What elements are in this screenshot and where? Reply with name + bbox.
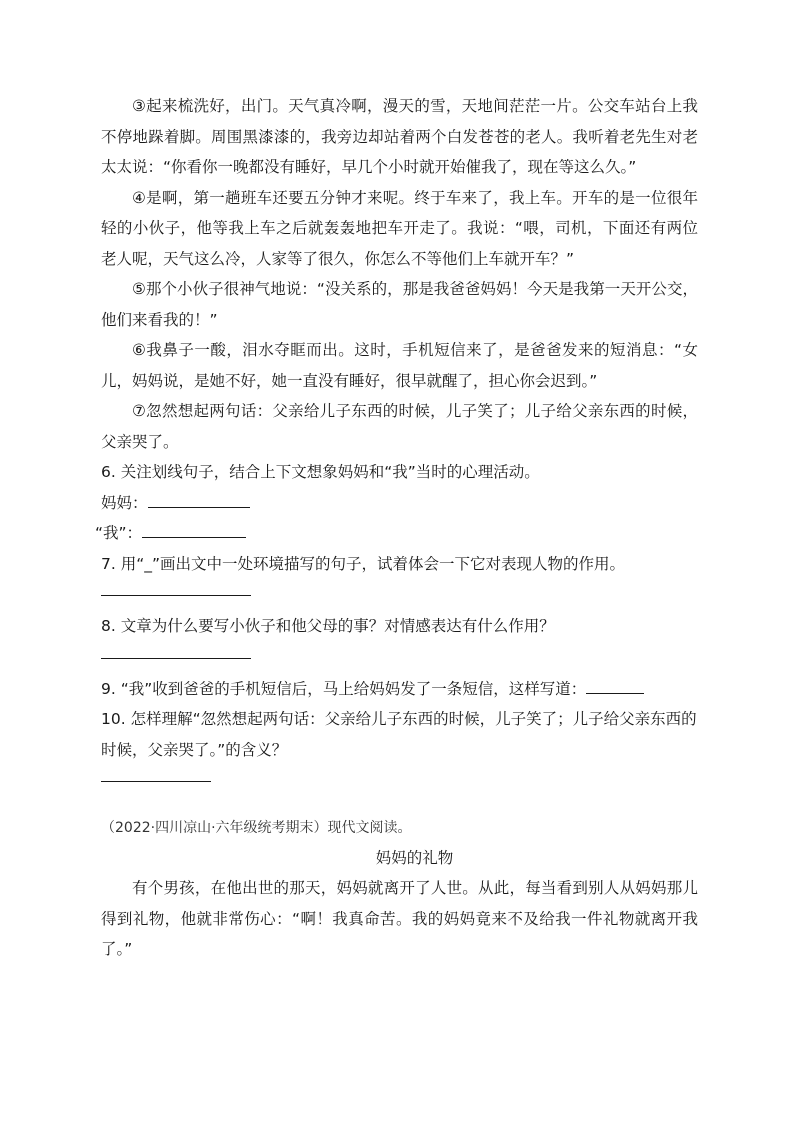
question-7: 7. 用“_”画出文中一处环境描写的句子，试着体会一下它对表现人物的作用。 — [101, 554, 626, 573]
answer-blank-q9[interactable] — [586, 677, 644, 694]
paragraph-3: ③起来梳洗好，出门。天气真冷啊，漫天的雪，天地间茫茫一片。公交车站台上我不停地跺着脚。周围黑漆漆的，我旁边却站着两个白发苍苍的老人。我听着老先生对老太太说：“你看你一晚都没有睡好，早几个小时就开始催我了，现在等这么久。” — [101, 97, 698, 176]
paragraph-gift-1: 有个男孩，在他出世的那天，妈妈就离开了人世。从此，每当看到别人从妈妈那儿得到礼物，他就非常伤心：“啊！我真命苦。我的妈妈竟来不及给我一件礼物就离开我了。” — [101, 879, 698, 958]
answer-line-q10 — [101, 765, 698, 795]
answer-blank-q7[interactable] — [101, 579, 251, 596]
answer-blank-me[interactable] — [142, 521, 246, 538]
document-page — [95, 91, 698, 965]
question-6-mom — [101, 488, 698, 519]
paragraph-4: ④是啊，第一趟班车还要五分钟才来呢。终于车来了，我上车。开车的是一位很年轻的小伙子，他等我上车之后就轰轰地把车开走了。我说：“喂，司机，下面还有两位老人呢，天气这么冷，人家等了很久，你怎么不等他们上车就开车？” — [101, 188, 698, 268]
paragraph-6: ⑥我鼻子一酸，泪水夺眶而出。这时，手机短信来了，是爸爸发来的短消息：“女儿，妈妈说，是她不好，她一直没有睡好，很早就醒了，担心你会迟到。” — [101, 341, 698, 390]
answer-line-q7 — [101, 579, 698, 609]
source-note: （2022·四川凉山·六年级统考期末）现代文阅读。 — [101, 820, 412, 836]
question-10: 10. 怎样理解“忽然想起两句话：父亲给儿子东西的时候，儿子笑了；儿子给父亲东西的时候，父亲哭了。”的含义？ — [101, 710, 697, 759]
question-6-me-label: “我”： — [95, 524, 143, 542]
question-8: 8. 文章为什么要写小伙子和他父母的事？对情感表达有什么作用？ — [101, 617, 555, 635]
answer-line-q8 — [101, 642, 698, 672]
answer-blank-q8[interactable] — [101, 642, 251, 659]
answer-blank-q10[interactable] — [101, 765, 211, 782]
paragraph-7: ⑦忽然想起两句话：父亲给儿子东西的时候，儿子笑了；儿子给父亲东西的时候，父亲哭了。 — [101, 402, 698, 451]
question-6: 6. 关注划线句子，结合上下文想象妈妈和“我”当时的心理活动。 — [101, 463, 540, 481]
paragraph-5: ⑤那个小伙子很神气地说：“没关系的，那是我爸爸妈妈！今天是我第一天开公交，他们来看我的！” — [101, 280, 698, 329]
question-9 — [101, 674, 698, 705]
answer-blank-mom[interactable] — [148, 491, 250, 508]
question-6-mom-label: 妈妈： — [101, 493, 148, 512]
passage-title: 妈妈的礼物 — [375, 849, 454, 867]
question-6-me — [95, 518, 698, 549]
question-9-text: 9. “我”收到爸爸的手机短信后，马上给妈妈发了一条短信，这样写道： — [101, 679, 587, 698]
